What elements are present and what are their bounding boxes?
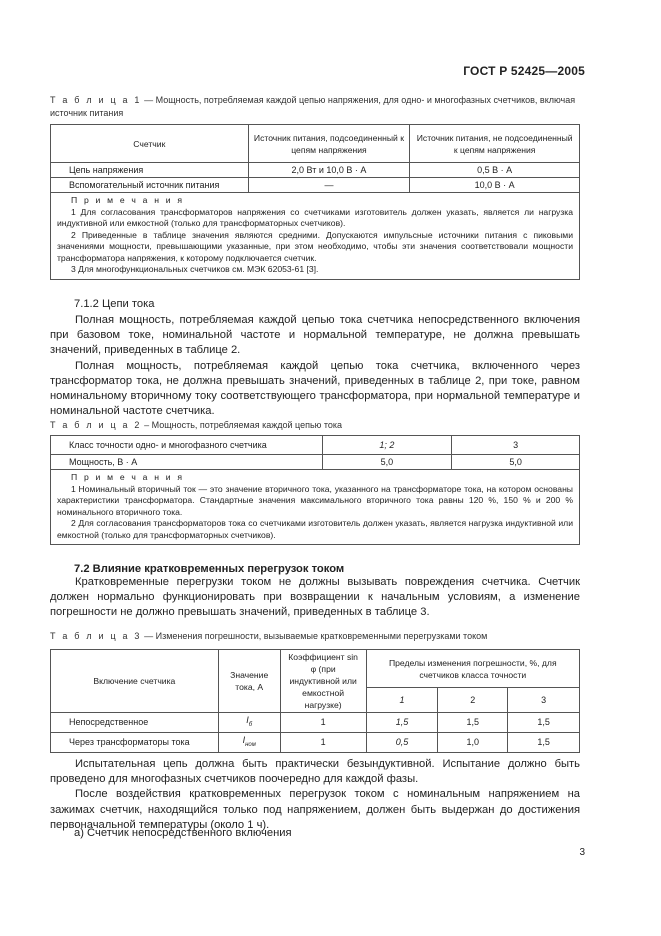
section-72-heading: 7.2 Влияние кратковременных перегрузок током (74, 563, 345, 575)
table3-subheader-class: 3 (508, 688, 580, 713)
page-number: 3 (579, 847, 585, 858)
paragraph: Полная мощность, потребляемая каждой цепью тока счетчика, включенного через трансформатор тока, не должна превышать значений, приведенных в таблице 2, при токе, равном номинальному вторичному току соответствующего трансформатора, при нормальной температуре и номинальной частоте счетчика. (50, 359, 580, 418)
table3-caption-prefix: Т а б л и ц а 3 (50, 631, 142, 641)
table2-caption (50, 419, 580, 432)
table3-cell: 1,5 (508, 713, 580, 733)
table1-header-connected: Источник питания, подсоединенный к цепям напряжения (248, 125, 410, 163)
section-712-heading: 7.1.2 Цепи тока (74, 298, 155, 310)
table3-caption-text: — Изменения погрешности, вызываемые кратковременными перегрузками током (141, 631, 488, 641)
table2-cell: Класс точности одно- и многофазного счетчика (51, 436, 323, 455)
table3-cell: 1,5 (366, 713, 438, 733)
table1-cell: — (248, 178, 410, 193)
table1-cell: Цепь напряжения (51, 163, 249, 178)
table1-notes-row (51, 193, 580, 280)
list-item-a: а) Счетчик непосредственного включения (74, 827, 292, 839)
paragraph: Испытательная цепь должна быть практически безындуктивной. Испытание должно быть проведено для многофазных счетчиков поочередно для каждой фазы. (50, 758, 580, 786)
table2-note: 2 Для согласования трансформаторов тока со счетчиками изготовитель должен указать, является нагрузка индуктивной или емкостной (только для трансформаторных счетчиков). (57, 518, 573, 540)
table3-caption (50, 630, 580, 643)
table1-cell: 2,0 Вт и 10,0 В · А (248, 163, 410, 178)
table3-cell: Непосредственное (51, 713, 219, 733)
table2-notes-title: П р и м е ч а н и я (71, 472, 185, 482)
table3-cell: 1,5 (438, 713, 508, 733)
section-72-body (50, 575, 580, 621)
table-row (51, 178, 580, 193)
paragraph: Кратковременные перегрузки током не должны вызывать повреждения счетчика. Счетчик должен нормально функционировать при возвращении к начальным условиям, а изменение погрешности не должно превышать значений, приведенных в таблице 3. (50, 576, 580, 619)
table3-cell: 1 (280, 732, 366, 752)
table1-cell: Вспомогательный источник питания (51, 178, 249, 193)
current-subscript: ном (245, 741, 256, 748)
table2-cell: 5,0 (452, 455, 580, 470)
table2-caption-prefix: Т а б л и ц а 2 (50, 420, 142, 430)
closing-body (50, 757, 580, 833)
paragraph: После воздействия кратковременных перегрузок током с номинальным напряжением на зажимах счетчик, находящийся только под напряжением, должен быть выдержан до достижения первоначальной температуры (около 1 ч). (50, 788, 580, 831)
table3-header-sin: Коэффициент sin φ (при индуктивной или емкостной нагрузке) (280, 650, 366, 713)
table1-cell: 0,5 В · А (410, 163, 580, 178)
table-row (51, 436, 580, 455)
table1-note: 1 Для согласования трансформаторов напряжения со счетчиками изготовитель должен указать, является ли нагрузка индуктивной или емкостной (только для трансформаторных счетчиков). (57, 206, 573, 228)
table3-cell: 1,5 (508, 732, 580, 752)
table3-cell: 0,5 (366, 732, 438, 752)
table-row (51, 163, 580, 178)
table2-note: 1 Номинальный вторичный ток — это значение вторичного тока, указанного на трансформаторе тока, на котором основаны характеристики трансформатора. Стандартные значения максимального вторичного тока равны 120 %, 150 % и 200 % номинального вторичного тока. (57, 483, 573, 517)
table1-cell: 10,0 В · А (410, 178, 580, 193)
paragraph: Полная мощность, потребляемая каждой цепью тока счетчика непосредственного включения при базовом токе, номинальной частоте и нормальной температуре, не должна превышать значений, приведенных в таблице 2. (50, 314, 580, 357)
table3-header-row (51, 650, 580, 688)
document-id-header: ГОСТ Р 52425—2005 (463, 64, 585, 78)
table1-header-meter: Счетчик (51, 125, 249, 163)
table1-caption-text: — Мощность, потребляемая каждой цепью напряжения, для одно- и многофазных счетчиков, включая источник питания (50, 95, 576, 118)
table-row (51, 713, 580, 733)
table1-notes (51, 193, 580, 280)
table1-note: 2 Приведенные в таблице значения являются средними. Допускаются импульсные источники питания с пиковыми значениями мощности, превышающими указанные, при этом необходимо, чтобы эти значения соответствовали мощности трансформатора напряжения, к которому подключается счетчик. (57, 229, 573, 263)
table2 (50, 435, 580, 545)
table3-current-cell (218, 732, 280, 752)
table1-header-row (51, 125, 580, 163)
table3-cell: Через трансформаторы тока (51, 732, 219, 752)
table3 (50, 649, 580, 753)
table2-notes (51, 470, 580, 545)
current-subscript: б (248, 721, 253, 728)
table1-caption-prefix: Т а б л и ц а 1 (50, 95, 142, 105)
table2-cell: Мощность, В · А (51, 455, 323, 470)
table1-caption (50, 94, 580, 120)
table3-cell: 1 (280, 713, 366, 733)
table-row (51, 732, 580, 752)
table3-cell: 1,0 (438, 732, 508, 752)
table1-notes-title: П р и м е ч а н и я (71, 195, 185, 205)
table2-cell: 1; 2 (322, 436, 452, 455)
table3-current-cell (218, 713, 280, 733)
section-712-body (50, 313, 580, 419)
table3-header-limits: Пределы изменения погрешности, %, для счетчиков класса точности (366, 650, 579, 688)
table-row (51, 455, 580, 470)
table3-header-current: Значение тока, А (218, 650, 280, 713)
table2-notes-row (51, 470, 580, 545)
table1 (50, 124, 580, 280)
table3-subheader-class: 1 (366, 688, 438, 713)
table1-note: 3 Для многофункциональных счетчиков см. МЭК 62053-61 [3]. (71, 264, 319, 274)
table2-caption-text: – Мощность, потребляемая каждой цепью тока (141, 420, 343, 430)
current-symbol: I (246, 715, 249, 725)
current-symbol: I (242, 734, 246, 745)
table3-subheader-class: 2 (438, 688, 508, 713)
table1-header-not-connected: Источник питания, не подсоединенный к цепям напряжения (410, 125, 580, 163)
table3-header-connection: Включение счетчика (51, 650, 219, 713)
table2-cell: 3 (452, 436, 580, 455)
table2-cell: 5,0 (322, 455, 452, 470)
